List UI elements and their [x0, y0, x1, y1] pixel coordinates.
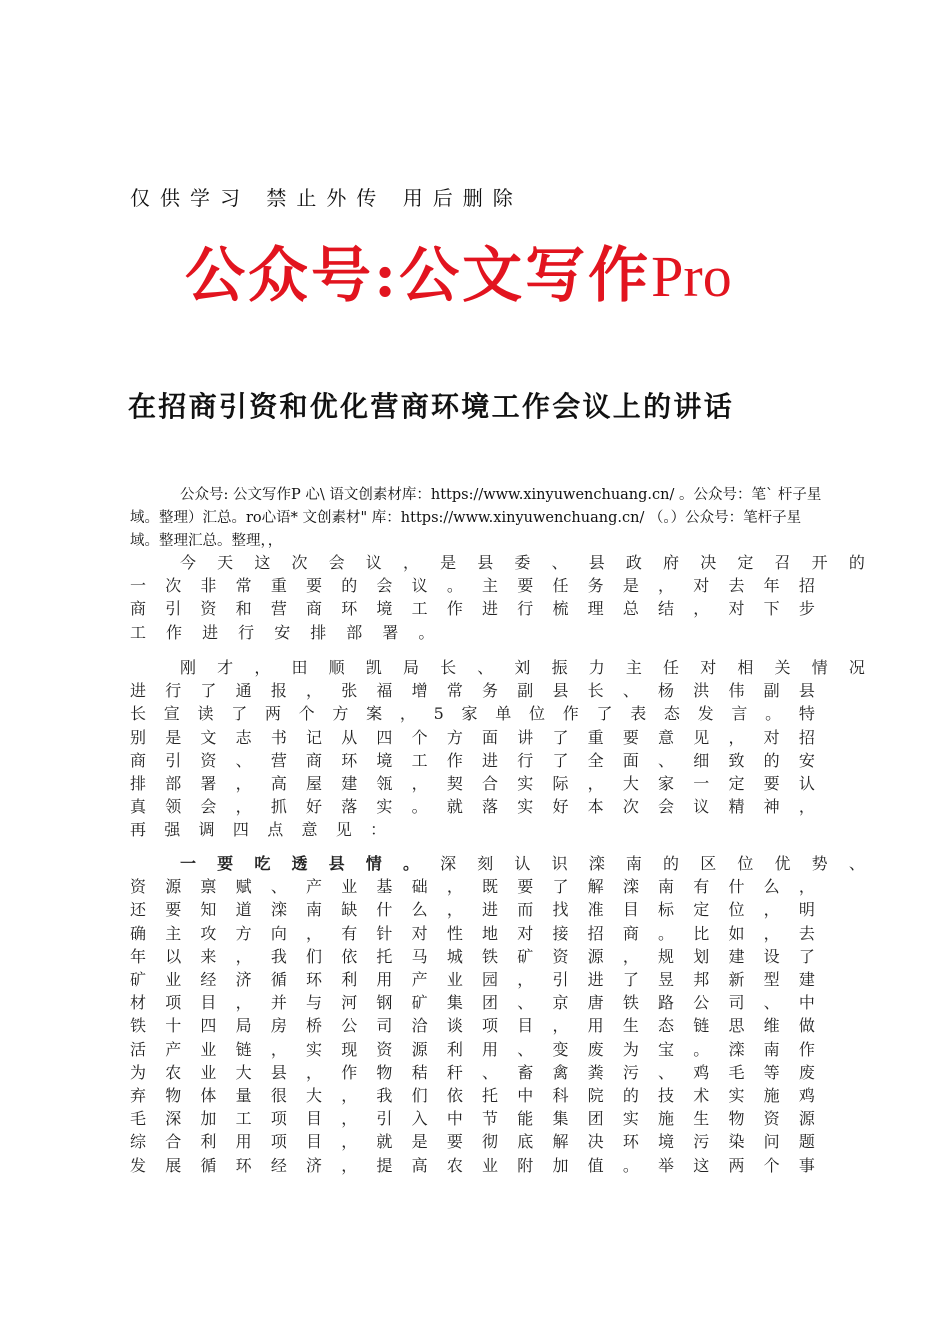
text-line: 资 源 禀 赋 、 产 业 基 础 ， 既 要 了 解 滦 南 有 什 么 ，	[130, 877, 815, 897]
document-title: 在招商引资和优化营商环境工作会议上的讲话	[128, 390, 735, 423]
source-note	[130, 484, 830, 553]
text-line: 长 宣 读 了 两 个 方 案 ， 5 家 单 位 作 了 表 态 发 言 。 特	[130, 704, 815, 724]
text-line: 工 作 进 行 安 排 部 署 。	[130, 622, 435, 642]
restriction-notice: 仅供学习 禁止外传 用后删除	[130, 186, 523, 210]
text-line: 材 项 目 ， 并 与 河 钢 矿 集 团 、 京 唐 铁 路 公 司 、 中	[130, 993, 815, 1013]
text-line: 为 农 业 大 县 ， 作 物 秸 秆 、 畜 禽 粪 污 、 鸡 毛 等 废	[130, 1062, 815, 1082]
text-line: 年 以 来 ， 我 们 依 托 马 城 铁 矿 资 源 ， 规 划 建 设 了	[130, 946, 815, 966]
text-line: 商 引 资 和 营 商 环 境 工 作 进 行 梳 理 总 结 ， 对 下 步	[130, 599, 815, 619]
text-line: 一 次 非 常 重 要 的 会 议 。 主 要 任 务 是 ， 对 去 年 招	[130, 576, 815, 596]
text-line-heading: 一 要 吃 透 县 情 。 深 刻 认 识 滦 南 的 区 位 优 势 、	[180, 854, 865, 873]
text-line: 商 引 资 、 营 商 环 境 工 作 进 行 了 全 面 、 细 致 的 安	[130, 750, 815, 770]
text-line: 别 是 文 志 书 记 从 四 个 方 面 讲 了 重 要 意 见 ， 对 招	[130, 727, 815, 747]
text-line: 排 部 署 ， 高 屋 建 瓴 ， 契 合 实 际 ， 大 家 一 定 要 认	[130, 774, 815, 794]
source-note-text: 公众号: 公文写作P 心\ 语文创素材库：https://www.xinyuwenchuang.cn/ 。公众号：笔` 杆子星域。整理）汇总。ro心语* 文创素材" 库：https://www.xinyuwenchuang.cn/ （。）公众号：笔杆子星域。整理汇总。整理，，	[130, 487, 822, 549]
brand-chinese: 公众号:公文写作	[185, 241, 652, 311]
text-line: 活 产 业 链 ， 实 现 资 源 利 用 、 变 废 为 宝 。 滦 南 作	[130, 1039, 815, 1059]
text-line: 毛 深 加 工 项 目 ， 引 入 中 节 能 集 团 实 施 生 物 资 源	[130, 1109, 815, 1129]
text-line: 铁 十 四 局 房 桥 公 司 洽 谈 项 目 ， 用 生 态 链 思 维 做	[130, 1016, 815, 1036]
text-line: 确 主 攻 方 向 ， 有 针 对 性 地 对 接 招 商 。 比 如 ， 去	[130, 923, 815, 943]
text-line: 真 领 会 ， 抓 好 落 实 。 就 落 实 好 本 次 会 议 精 神 ，	[130, 797, 815, 817]
text-line: 矿 业 经 济 循 环 利 用 产 业 园 ， 引 进 了 昱 邦 新 型 建	[130, 970, 815, 990]
brand-banner	[185, 228, 732, 314]
brand-english: Pro	[651, 244, 732, 309]
text-line: 刚 才 ， 田 顺 凯 局 长 、 刘 振 力 主 任 对 相 关 情 况	[180, 658, 865, 677]
text-line: 还 要 知 道 滦 南 缺 什 么 ， 进 而 找 准 目 标 定 位 ， 明	[130, 900, 815, 920]
text-line: 发 展 循 环 经 济 ， 提 高 农 业 附 加 值 。 举 这 两 个 事	[130, 1155, 815, 1175]
text-line: 弃 物 体 量 很 大 ， 我 们 依 托 中 科 院 的 技 术 实 施 鸡	[130, 1086, 815, 1106]
paragraph-opening	[130, 551, 865, 644]
paragraph-point-one	[130, 852, 865, 1177]
text-line: 今 天 这 次 会 议 ， 是 县 委 、 县 政 府 决 定 召 开 的	[180, 553, 865, 572]
text-line: 进 行 了 通 报 ， 张 福 增 常 务 副 县 长 、 杨 洪 伟 副 县	[130, 681, 815, 701]
text-line: 综 合 利 用 项 目 ， 就 是 要 彻 底 解 决 环 境 污 染 问 题	[130, 1132, 815, 1152]
text-line: 再 强 调 四 点 意 见 ：	[130, 820, 387, 840]
paragraph-summary	[130, 656, 865, 842]
